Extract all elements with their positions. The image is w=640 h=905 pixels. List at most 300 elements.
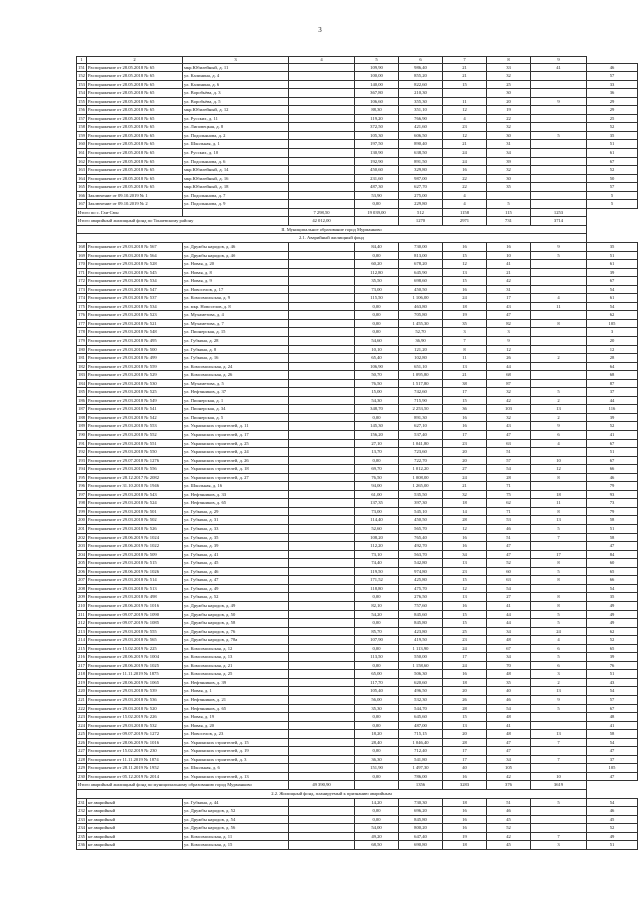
table-cell: 5	[531, 567, 587, 576]
table-row	[77, 448, 638, 457]
table-cell: 1270	[399, 217, 443, 226]
table-cell	[289, 772, 355, 781]
table-cell: 0,00	[355, 721, 399, 730]
table-cell: 54	[487, 584, 531, 593]
table-cell: 222	[77, 704, 87, 713]
table-cell: 4	[289, 57, 355, 64]
table-cell: 71	[487, 482, 531, 491]
table-cell: 4	[531, 294, 587, 303]
table-cell: 156,20	[355, 431, 399, 440]
table-cell: 69,70	[355, 465, 399, 474]
table-cell: Распоряжение от 28.05.2018 № 65	[87, 72, 183, 81]
table-cell: 209	[77, 593, 87, 602]
table-cell: 2.2. Жилищный фонд, планируемый к признанию аварийным	[77, 789, 587, 798]
table-cell: 5	[531, 798, 587, 807]
table-cell: 182	[77, 362, 87, 371]
table-cell: 39	[587, 413, 638, 422]
table-cell: 36	[443, 405, 487, 414]
table-cell: 51	[587, 525, 638, 534]
table-cell: ул. Новая, д. 19	[183, 713, 289, 722]
table-cell: Распоряжение от 28.06.2019 № 1065	[87, 678, 183, 687]
table-cell: 207	[77, 576, 87, 585]
table-cell: ул. Новая, д. 20	[183, 721, 289, 730]
table-cell: 355,30	[399, 97, 443, 106]
table-cell: 24	[443, 644, 487, 653]
table-cell: 107,90	[355, 636, 399, 645]
table-cell: 65,40	[355, 354, 399, 363]
table-cell: 8	[487, 57, 531, 64]
table-cell: Распоряжение от 29.03.2018 № 550	[87, 448, 183, 457]
table-cell: 87	[487, 379, 531, 388]
table-cell: 565,70	[399, 525, 443, 534]
table-cell: 28	[487, 473, 531, 482]
table-cell: 37	[587, 388, 638, 397]
table-cell: 13,70	[355, 448, 399, 457]
table-cell: 21	[443, 482, 487, 491]
table-cell: 22	[487, 114, 531, 123]
table-cell: 1253	[531, 208, 587, 217]
table-cell: Распоряжение от 29.03.2018 № 530	[87, 379, 183, 388]
table-cell	[289, 388, 355, 397]
table-cell: 0,00	[355, 302, 399, 311]
table-cell: Распоряжение от 28.12.2017 № 2082	[87, 473, 183, 482]
table-cell: 0,00	[355, 251, 399, 260]
table-cell	[289, 627, 355, 636]
table-cell: 5	[531, 704, 587, 713]
table-cell	[531, 183, 587, 192]
table-cell	[289, 507, 355, 516]
table-cell: 145,30	[355, 422, 399, 431]
table-cell: ул. Губкина, д. 41	[183, 550, 289, 559]
table-cell: ул. Губкина, д. 45	[183, 559, 289, 568]
table-cell: не аварийный	[87, 841, 183, 850]
table-cell: 28	[443, 738, 487, 747]
table-cell: 61	[587, 148, 638, 157]
table-cell: 51	[587, 251, 638, 260]
table-cell: 58	[587, 516, 638, 525]
table-cell: 5	[531, 619, 587, 628]
table-cell	[289, 97, 355, 106]
table-cell: 12	[531, 465, 587, 474]
table-cell: Распоряжение от 29.03.2018 № 499	[87, 354, 183, 363]
table-cell: 3714	[531, 217, 587, 226]
table-cell	[289, 89, 355, 98]
table-cell: 205	[77, 559, 87, 568]
table-cell: 155	[77, 97, 87, 106]
table-cell: 220	[77, 687, 87, 696]
table-cell: 1 265,00	[399, 482, 443, 491]
table-cell: 627,10	[399, 422, 443, 431]
table-cell: Распоряжение от 28.06.2019 № 1022	[87, 542, 183, 551]
table-cell: 67	[587, 456, 638, 465]
table-cell	[289, 542, 355, 551]
table-cell: 210,30	[399, 89, 443, 98]
table-cell: 236	[77, 841, 87, 850]
table-cell: 210	[77, 601, 87, 610]
table-cell	[531, 824, 587, 833]
table-cell: 115	[487, 208, 531, 217]
table-cell: 26	[487, 354, 531, 363]
table-cell: 18	[443, 841, 487, 850]
table-cell: ул. Дружбы народов, д. 78а	[183, 636, 289, 645]
table-cell: 12	[443, 106, 487, 115]
table-cell: ул. Губкина, д. 8	[183, 345, 289, 354]
table-cell: 16	[443, 533, 487, 542]
table-row	[77, 131, 638, 140]
table-cell: 165	[77, 183, 87, 192]
table-cell: 73,10	[355, 550, 399, 559]
table-cell: ул. Липовецкая, д. 8	[183, 123, 289, 132]
table-cell: 54,30	[355, 396, 399, 405]
table-cell: 786,00	[399, 772, 443, 781]
section-heading-row	[77, 234, 638, 243]
table-cell: 192,90	[355, 157, 399, 166]
table-cell: 7	[443, 57, 487, 64]
table-cell: ул. Подольянова, д. 6	[183, 157, 289, 166]
table-cell: 7	[443, 337, 487, 346]
table-cell: 103	[487, 405, 531, 414]
table-cell: 43	[487, 422, 531, 431]
table-row	[77, 772, 638, 781]
table-cell: ул. Подольянова, д. 7	[183, 191, 289, 200]
table-cell: ул. Украинских строителей, д. 24	[183, 448, 289, 457]
total-row	[77, 217, 638, 226]
table-row	[77, 97, 638, 106]
table-cell	[289, 371, 355, 380]
table-cell: Распоряжение от 29.03.2018 № 514	[87, 576, 183, 585]
table-row	[77, 550, 638, 559]
table-cell	[289, 140, 355, 149]
table-cell	[531, 379, 587, 388]
table-cell: 106,90	[355, 362, 399, 371]
table-cell: 42	[487, 832, 531, 841]
table-cell: 21	[443, 140, 487, 149]
table-cell: 187	[77, 405, 87, 414]
table-cell: 68,50	[355, 841, 399, 850]
table-cell: 2	[531, 678, 587, 687]
table-cell	[289, 730, 355, 739]
table-cell: 696,20	[399, 807, 443, 816]
table-cell: Распоряжение от 28.05.2018 № 65	[87, 174, 183, 183]
table-cell: Распоряжение от 29.03.2018 № 523	[87, 311, 183, 320]
table-cell: 35	[443, 319, 487, 328]
table-cell: ул. Украинских строителей, д. 11	[183, 422, 289, 431]
table-cell: 11	[531, 302, 587, 311]
table-cell: 36	[587, 89, 638, 98]
table-cell: 11	[443, 354, 487, 363]
table-cell: 87	[587, 379, 638, 388]
table-cell: ул. Школьная, д. 16	[183, 482, 289, 491]
table-cell	[289, 285, 355, 294]
table-cell: 49	[587, 610, 638, 619]
table-cell: мкр.Юбилейный, д. 14	[183, 166, 289, 175]
table-cell: ул. Пионерская, д. 15	[183, 328, 289, 337]
table-cell: 0,00	[355, 747, 399, 756]
table-cell: ул. Подольянова, д. 9	[183, 200, 289, 209]
table-row	[77, 191, 638, 200]
table-cell: 1 095,80	[399, 371, 443, 380]
table-cell: 18	[443, 302, 487, 311]
table-cell	[531, 815, 587, 824]
table-cell: 450,50	[399, 285, 443, 294]
table-cell: ул. Нефтяников, д. 39	[183, 678, 289, 687]
table-cell: 79	[587, 507, 638, 516]
table-cell: 216	[77, 653, 87, 662]
table-row	[77, 251, 638, 260]
table-cell: 186	[77, 396, 87, 405]
table-cell: 3	[587, 328, 638, 337]
table-cell: ул. Русских, д. 11	[183, 114, 289, 123]
table-cell: Распоряжение от 15.02.2019 № 230	[87, 747, 183, 756]
table-cell: 18	[443, 678, 487, 687]
table-row	[77, 576, 638, 585]
table-cell: 14,20	[355, 798, 399, 807]
table-cell: 15	[443, 251, 487, 260]
table-cell: 28,40	[355, 738, 399, 747]
table-row	[77, 636, 638, 645]
table-cell: 65,00	[355, 670, 399, 679]
table-row	[77, 294, 638, 303]
table-cell: 183	[77, 371, 87, 380]
table-cell: Распоряжение от 29.07.2018 № 1276	[87, 456, 183, 465]
table-cell: 627,70	[399, 183, 443, 192]
table-cell: 11	[443, 97, 487, 106]
table-cell: Распоряжение от 29.03.2018 № 525	[87, 388, 183, 397]
table-cell: Распоряжение от 29.03.2018 № 534	[87, 277, 183, 286]
table-cell: 102,80	[399, 354, 443, 363]
table-cell: 37	[587, 755, 638, 764]
table-cell: 7	[531, 755, 587, 764]
table-row	[77, 80, 638, 89]
table-cell: 1 012,20	[399, 465, 443, 474]
table-cell: 44	[487, 619, 531, 628]
table-cell: 73,00	[355, 285, 399, 294]
table-cell	[289, 525, 355, 534]
table-cell: 58	[587, 730, 638, 739]
table-cell: 169	[77, 251, 87, 260]
table-cell: 2 253,50	[399, 405, 443, 414]
table-cell: 19	[487, 106, 531, 115]
table-cell: 9	[531, 97, 587, 106]
table-cell: 5	[587, 200, 638, 209]
table-row	[77, 584, 638, 593]
table-cell	[531, 200, 587, 209]
table-cell: ул. Комсомольская, д. 26	[183, 371, 289, 380]
table-cell: 84	[587, 550, 638, 559]
table-cell: 174	[77, 294, 87, 303]
table-cell: 730,30	[399, 798, 443, 807]
table-cell: 15	[443, 576, 487, 585]
table-row	[77, 516, 638, 525]
table-cell: 234	[77, 824, 87, 833]
table-cell: 31	[487, 285, 531, 294]
table-row	[77, 704, 638, 713]
table-cell	[289, 670, 355, 679]
table-cell	[531, 764, 587, 773]
table-cell	[289, 610, 355, 619]
table-cell: 8	[531, 576, 587, 585]
table-cell: 13	[531, 687, 587, 696]
table-row	[77, 311, 638, 320]
table-row	[77, 396, 638, 405]
table-cell	[289, 636, 355, 645]
table-cell	[289, 328, 355, 337]
table-cell: 46	[487, 695, 531, 704]
table-cell: 48	[587, 713, 638, 722]
table-cell	[531, 482, 587, 491]
table-cell	[289, 832, 355, 841]
table-cell: 231,60	[355, 174, 399, 183]
table-row	[77, 687, 638, 696]
table-cell: 2	[531, 396, 587, 405]
table-cell: Распоряжение от 29.03.2018 № 567	[87, 242, 183, 251]
table-cell: ул. Украинских строителей, д. 3	[183, 755, 289, 764]
table-cell: 545,10	[399, 507, 443, 516]
table-cell: ул. Украинских строителей, д. 13	[183, 772, 289, 781]
table-cell: 813,00	[399, 251, 443, 260]
table-cell	[289, 516, 355, 525]
table-cell: 115,50	[355, 294, 399, 303]
table-cell: 68	[587, 371, 638, 380]
table-cell: 15	[443, 80, 487, 89]
table-cell: Распоряжение от 29.03.2018 № 555	[87, 627, 183, 636]
table-cell: 65	[587, 567, 638, 576]
table-cell: ул. Комсомольская, д. 9	[183, 294, 289, 303]
table-cell	[531, 362, 587, 371]
table-cell: 35	[587, 242, 638, 251]
table-row	[77, 601, 638, 610]
table-row	[77, 832, 638, 841]
table-cell: Распоряжение от 11.11.2019 № 1875	[87, 670, 183, 679]
table-cell	[289, 815, 355, 824]
table-cell: 275,00	[399, 191, 443, 200]
table-cell: 550,00	[399, 653, 443, 662]
table-cell: Распоряжение от 28.05.2018 № 65	[87, 123, 183, 132]
table-cell: ул. Губкина, д. 35	[183, 533, 289, 542]
table-cell: 1 497,30	[399, 764, 443, 773]
table-cell: ул. Пионерская, д. 34	[183, 405, 289, 414]
table-cell: Распоряжение от 29.03.2018 № 528	[87, 260, 183, 269]
table-cell: 16	[487, 242, 531, 251]
table-cell: 33	[587, 80, 638, 89]
table-cell	[289, 80, 355, 89]
table-cell: ул. Мухаметова, д. 5	[183, 379, 289, 388]
table-cell: 27	[487, 593, 531, 602]
table-cell: 82	[487, 319, 531, 328]
table-cell: 105	[587, 764, 638, 773]
table-cell: 4	[531, 636, 587, 645]
table-cell: 10	[531, 456, 587, 465]
table-cell: ул. Воробьёва, д. 5	[183, 97, 289, 106]
table-cell: 4	[443, 191, 487, 200]
table-cell: Распоряжение от 29.03.2018 № 541	[87, 405, 183, 414]
table-cell: 48	[487, 670, 531, 679]
table-cell: 800,20	[399, 824, 443, 833]
table-cell: 731	[487, 217, 531, 226]
table-cell: 229	[77, 764, 87, 773]
table-cell: 61	[587, 260, 638, 269]
table-row	[77, 388, 638, 397]
table-cell	[531, 345, 587, 354]
table-cell: 20	[443, 456, 487, 465]
table-cell: 38	[443, 379, 487, 388]
table-cell: 13	[443, 559, 487, 568]
table-row	[77, 362, 638, 371]
table-cell: 105	[587, 319, 638, 328]
table-cell: Распоряжение от 29.03.2018 № 542	[87, 413, 183, 422]
table-cell: 4	[443, 114, 487, 123]
table-cell: 140,00	[355, 80, 399, 89]
table-cell: Распоряжение от 05.12.2019 № 2014	[87, 772, 183, 781]
table-cell: 715,90	[399, 396, 443, 405]
table-row	[77, 140, 638, 149]
table-cell: 25	[487, 80, 531, 89]
table-row	[77, 593, 638, 602]
table-cell: 34	[487, 627, 531, 636]
table-cell: 199	[77, 507, 87, 516]
table-cell: 47	[487, 738, 531, 747]
table-cell: ул. Губкина, д. 33	[183, 525, 289, 534]
table-cell: Распоряжение от 28.05.2018 № 65	[87, 131, 183, 140]
table-cell: 53	[487, 516, 531, 525]
table-cell	[531, 80, 587, 89]
table-cell: 16	[443, 422, 487, 431]
table-cell: 32	[487, 123, 531, 132]
table-cell: 54,60	[355, 337, 399, 346]
table-cell: ул. Калинина, д. 6	[183, 80, 289, 89]
table-cell: 56,00	[355, 695, 399, 704]
table-cell	[531, 166, 587, 175]
table-cell	[531, 89, 587, 98]
table-cell: 9	[531, 422, 587, 431]
table-cell: 197,50	[355, 140, 399, 149]
table-cell: Распоряжение от 29.03.2018 № 543	[87, 490, 183, 499]
table-cell: 30	[487, 174, 531, 183]
table-cell: 24	[443, 148, 487, 157]
table-cell: Распоряжение от 29.03.2018 № 553	[87, 422, 183, 431]
table-cell: 67	[487, 644, 531, 653]
table-cell: 9	[531, 57, 587, 64]
table-cell: 16	[443, 242, 487, 251]
table-cell	[531, 140, 587, 149]
table-cell: 1 113,90	[399, 644, 443, 653]
table-cell: 17	[443, 653, 487, 662]
table-cell: 231	[77, 798, 87, 807]
table-cell	[531, 807, 587, 816]
table-cell: 12	[587, 345, 638, 354]
table-cell: 47	[587, 772, 638, 781]
table-cell: 7	[531, 738, 587, 747]
table-cell: Распоряжение от 28.06.2019 № 1024	[87, 533, 183, 542]
table-cell: 6	[399, 57, 443, 64]
table-cell	[531, 260, 587, 269]
table-cell: 6	[531, 644, 587, 653]
table-cell: Распоряжение от 29.03.2018 № 545	[87, 268, 183, 277]
table-cell	[289, 619, 355, 628]
table-cell: ул. Губкина, д. 29	[183, 507, 289, 516]
table-cell: 16	[443, 815, 487, 824]
table-cell: Распоряжение от 29.03.2018 № 559	[87, 362, 183, 371]
table-cell	[531, 371, 587, 380]
table-cell	[289, 738, 355, 747]
table-cell	[531, 106, 587, 115]
table-cell: Распоряжение от 28.05.2018 № 65	[87, 183, 183, 192]
table-cell: 5	[531, 610, 587, 619]
table-row	[77, 730, 638, 739]
table-cell: 0,00	[355, 456, 399, 465]
table-cell: ул. Комсомольская, д. 21	[183, 661, 289, 670]
table-cell: 1 158,60	[399, 661, 443, 670]
